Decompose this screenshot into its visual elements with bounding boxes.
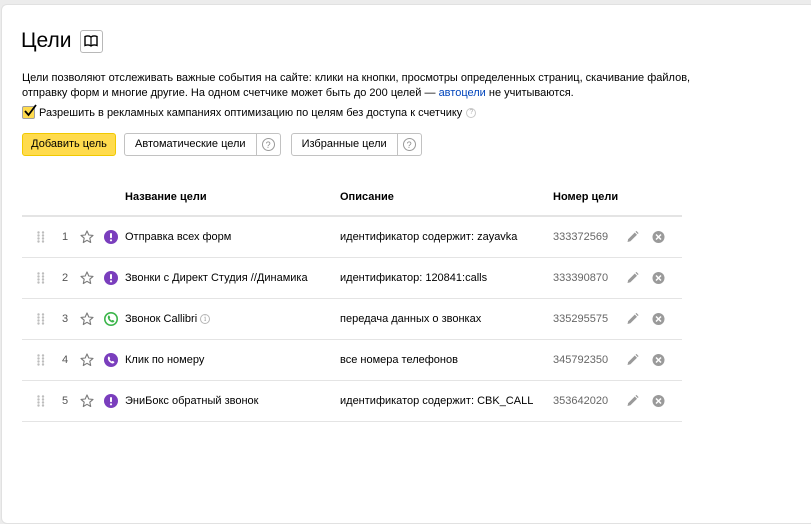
description-text-end: не учитываются. <box>485 87 574 99</box>
drag-handle-icon[interactable] <box>37 272 45 284</box>
delete-icon[interactable] <box>652 272 665 285</box>
pencil-icon[interactable] <box>626 354 639 367</box>
row-index: 3 <box>62 313 69 325</box>
drag-handle-icon[interactable] <box>37 313 45 325</box>
goal-name <box>125 313 210 325</box>
question-icon: ? <box>262 138 275 151</box>
table-header <box>22 185 682 217</box>
row-index: 2 <box>62 272 69 284</box>
help-book-button[interactable] <box>80 30 103 53</box>
goal-number: 335295575 <box>553 313 609 325</box>
goals-table <box>22 185 682 422</box>
star-icon[interactable] <box>80 271 94 285</box>
goal-description: идентификатор содержит: zayavka <box>340 231 518 243</box>
auto-goals-group <box>124 133 281 156</box>
optimization-checkbox[interactable] <box>22 106 35 119</box>
row-index: 5 <box>62 395 69 407</box>
goal-name <box>125 272 308 284</box>
optimization-checkbox-row[interactable] <box>22 106 476 119</box>
pencil-icon[interactable] <box>626 395 639 408</box>
description-text: Цели позволяют отслеживать важные события на сайте: клики на кнопки, просмотры определенных страниц, скачивание файлов, отправку форм и многие другие. На одном счетчике может быть до 200 целей — <box>22 72 691 99</box>
favorite-goals-group <box>291 133 422 156</box>
table-row <box>22 340 682 381</box>
goal-description: все номера телефонов <box>340 354 458 366</box>
exclamation-icon <box>104 271 118 285</box>
add-goal-button[interactable]: Добавить цель <box>22 133 116 156</box>
star-icon[interactable] <box>80 312 94 326</box>
goals-description <box>22 71 692 101</box>
goal-name-text: Клик по номеру <box>125 354 205 366</box>
table-row <box>22 381 682 422</box>
exclamation-icon <box>104 230 118 244</box>
drag-handle-icon[interactable] <box>37 395 45 407</box>
book-icon <box>84 35 98 47</box>
column-header-number: Номер цели <box>553 191 619 203</box>
autogoals-link[interactable]: автоцели <box>438 87 486 99</box>
goal-description: идентификатор: 120841:calls <box>340 272 488 284</box>
optimization-checkbox-label: Разрешить в рекламных кампаниях оптимизацию по целям без доступа к счетчику <box>39 106 463 119</box>
pencil-icon[interactable] <box>626 313 639 326</box>
drag-handle-icon[interactable] <box>37 231 45 243</box>
pencil-icon[interactable] <box>626 272 639 285</box>
page-title: Цели <box>21 29 72 52</box>
goal-name-text: ЭниБокс обратный звонок <box>125 395 259 407</box>
goal-name <box>125 231 231 243</box>
info-icon[interactable]: i <box>200 314 210 324</box>
star-icon[interactable] <box>80 230 94 244</box>
goal-name-text: Звонки с Директ Студия //Динамика <box>125 272 308 284</box>
drag-handle-icon[interactable] <box>37 354 45 366</box>
phone-green-icon <box>104 312 118 326</box>
goal-name-text: Звонок Callibri <box>125 313 198 325</box>
delete-icon[interactable] <box>652 354 665 367</box>
goal-name <box>125 354 204 366</box>
table-row <box>22 217 682 258</box>
delete-icon[interactable] <box>652 231 665 244</box>
phone-purple-icon <box>104 353 118 367</box>
goal-description: идентификатор содержит: CBK_CALL <box>340 395 534 407</box>
delete-icon[interactable] <box>652 313 665 326</box>
exclamation-icon <box>104 394 118 408</box>
goal-number: 345792350 <box>553 354 609 366</box>
goal-name <box>125 395 258 407</box>
row-index: 1 <box>62 231 69 243</box>
auto-goals-help-button[interactable] <box>257 133 281 156</box>
goal-number: 333390870 <box>553 272 609 284</box>
delete-icon[interactable] <box>652 395 665 408</box>
goal-description: передача данных о звонках <box>340 313 482 325</box>
question-icon: ? <box>403 138 416 151</box>
table-row <box>22 299 682 340</box>
goal-number: 353642020 <box>553 395 609 407</box>
favorite-goals-help-button[interactable] <box>398 133 422 156</box>
title-row <box>21 27 103 55</box>
table-body <box>22 217 682 422</box>
question-hint-icon[interactable]: ? <box>466 108 476 118</box>
goals-card <box>1 4 811 524</box>
checkmark-icon <box>23 104 37 118</box>
goal-name-text: Отправка всех форм <box>125 231 232 243</box>
column-header-description: Описание <box>340 191 394 203</box>
toolbar <box>22 133 422 156</box>
table-row <box>22 258 682 299</box>
auto-goals-button[interactable]: Автоматические цели <box>124 133 257 156</box>
star-icon[interactable] <box>80 353 94 367</box>
row-index: 4 <box>62 354 69 366</box>
favorite-goals-button[interactable]: Избранные цели <box>291 133 398 156</box>
star-icon[interactable] <box>80 394 94 408</box>
goal-number: 333372569 <box>553 231 609 243</box>
pencil-icon[interactable] <box>626 231 639 244</box>
column-header-name: Название цели <box>125 191 207 203</box>
